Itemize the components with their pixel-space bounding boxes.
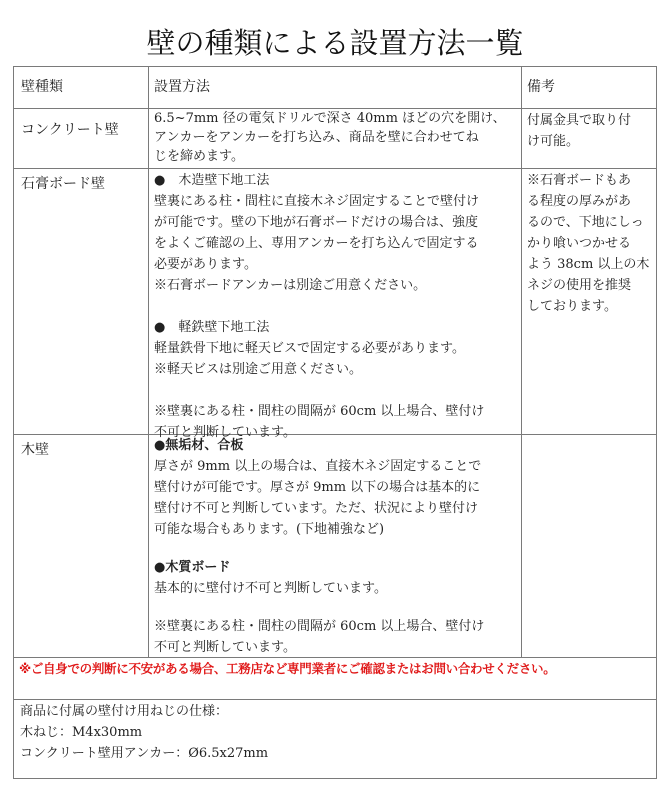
warning-row [14,657,656,699]
note-line: る程度の厚みがあ [527,194,632,209]
method-line: 軽量鉄骨下地に軽天ビスで固定する必要があります。 [154,341,465,356]
method-line: をよくご確認の上、専用アンカーを打ち込んで固定する [154,236,479,251]
method-line: じを締めます。 [154,149,244,164]
specs-cell [14,700,656,778]
note-line: よう 38cm 以上の木 [527,257,650,272]
method-line: 6.5~7mm 径の電気ドリルで深さ 40mm ほどの穴を開け、 [154,111,506,126]
specs-anchor: コンクリート壁用アンカー：Ø6.5x27mm [20,746,269,761]
header-notes: 備考 [527,79,555,95]
method-line: 厚さが 9mm 以上の場合は、直接木ネジ固定することで [154,459,482,474]
warning-text: ※ご自身での判断に不安がある場合、工務店など専門業者にご確認またはお問い合わせください。 [19,661,556,676]
header-method: 設置方法 [149,67,522,108]
method-line: ※軽天ビスは別途ご用意ください。 [154,362,363,377]
method-line: ※壁裏にある柱・間柱の間隔が 60cm 以上場合、壁付け [154,619,485,634]
method-line: 可能な場合もあります。(下地補強など) [154,522,385,537]
wall-type-label: コンクリート壁 [21,122,119,138]
table-header-row [14,67,656,108]
wall-type-label: 木壁 [21,442,49,458]
table-row-concrete [14,108,656,168]
method-line: 壁付けが可能です。厚さが 9mm 以下の場合は基本的に [154,480,481,495]
method-cell [149,435,522,657]
note-line: け可能。 [527,134,580,149]
specs-wood-screw: 木ねじ：M4x30mm [20,725,143,740]
note-line: かり喰いつかせる [527,236,632,251]
method-line: が可能です。壁の下地が石膏ボードだけの場合は、強度 [154,215,478,230]
spacer [154,296,519,317]
notes-cell [522,109,656,168]
section-heading: ●無垢材、合板 [154,438,244,453]
warning-cell [14,658,656,699]
note-line: 付属金具で取り付 [527,113,632,128]
notes-cell [522,435,656,657]
note-line: しております。 [527,299,617,314]
page-title: 壁の種類による設置方法一覧 [146,26,524,60]
wall-type-cell [14,109,149,168]
spacer [154,380,519,401]
method-line: 壁付け不可と判断しています。ただ、状況により壁付け [154,501,478,516]
wall-type-cell [14,169,149,434]
method-cell [149,169,522,440]
specs-row [14,699,656,778]
method-line: 必要があります。 [154,257,257,272]
method-line: 不可と判断しています。 [154,640,296,655]
header-wall-type: 壁種類 [14,67,149,108]
section-heading: ● 軽鉄壁下地工法 [154,320,270,335]
note-line: るので、下地にしっ [527,215,644,230]
installation-table [13,66,657,779]
method-line: ※石膏ボードアンカーは別途ご用意ください。 [154,278,427,293]
method-line: 壁裏にある柱・間柱に直接木ネジ固定することで壁付け [154,194,480,209]
note-line: ※石膏ボードもあ [527,173,632,188]
method-cell [149,109,522,168]
method-line: 基本的に壁付け不可と判断しています。 [154,581,387,596]
method-line: アンカーをアンカーを打ち込み、商品を壁に合わせてね [154,130,479,145]
section-heading: ●木質ボード [154,560,231,575]
section-heading: ● 木造壁下地工法 [154,173,270,188]
method-line: 不可と判断しています。 [154,425,296,440]
table-row-wood [14,434,656,657]
notes-cell [522,169,656,434]
table-row-gypsum [14,168,656,440]
specs-heading: 商品に付属の壁付け用ねじの仕様： [20,704,229,719]
note-line: ネジの使用を推奨 [527,278,632,293]
wall-type-label: 石膏ボード壁 [21,176,105,192]
wall-type-cell [14,435,149,657]
spacer [154,540,519,557]
method-line: ※壁裏にある柱・間柱の間隔が 60cm 以上場合、壁付け [154,404,485,419]
spacer [154,599,519,616]
